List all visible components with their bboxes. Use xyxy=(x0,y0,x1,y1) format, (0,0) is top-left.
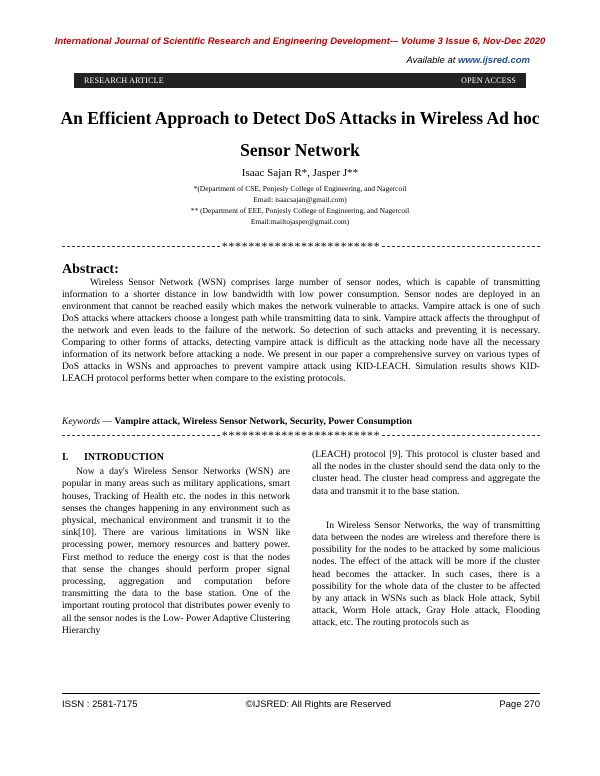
separator-dash-left xyxy=(62,435,220,436)
access-type: OPEN ACCESS xyxy=(461,76,516,85)
intro-heading xyxy=(62,452,290,464)
journal-url-link[interactable]: www.ijsred.com xyxy=(458,55,530,66)
affiliation-1: *(Department of CSE, Ponjesly College of Engineering, and Nagercoil xyxy=(193,184,407,193)
keywords-label: Keywords xyxy=(62,416,101,427)
article-type-bar xyxy=(74,73,526,88)
journal-header: International Journal of Scientific Research and Engineering Development-– Volume 3 Issue 6, Nov-Dec 2020 xyxy=(54,36,546,47)
separator-dash-left xyxy=(62,246,220,247)
article-type: RESEARCH ARTICLE xyxy=(84,76,164,85)
abstract-heading: Abstract: xyxy=(62,262,119,277)
available-at xyxy=(406,55,530,66)
keywords-value: Vampire attack, Wireless Sensor Network, Security, Power Consumption xyxy=(114,416,413,427)
intro-left-column xyxy=(62,452,290,637)
separator-bottom xyxy=(62,429,540,441)
keywords-dash: — xyxy=(100,416,115,427)
affiliation-2-email: Email:mailtojasper@gmail.com) xyxy=(250,217,350,226)
abstract-text: Wireless Sensor Network (WSN) comprises large number of sensor nodes, which is capable of transmitting information to a shorter distance in low bandwidth with low power consumption. Sensor nodes are deployed in an environment that cannot be reached easily which makes the network vulnerable to attacks. Vampire attack is one of such DoS attacks where attackers choose a longest path while transmitting data to sink. Vampire attack affects the throughput of the network and even leads to the failure of the network. So detection of such attacks and preventing it is necessary. Comparing to other forms of attacks, detecting vampire attack is difficult as the attacking node have all the necessary information of its network before attacking a node. We present in our paper a comprehensive survey on various types of DoS attacks in WSNs and approaches to prevent vampire attack using KID-LEACH. Simulation results shows KID-LEACH protocol performs better when compare to the existing protocols. xyxy=(62,277,540,384)
paper-title xyxy=(40,102,560,166)
separator-dash-right xyxy=(382,435,540,436)
title-line-1: An Efficient Approach to Detect DoS Attacks in Wireless Ad hoc xyxy=(60,108,540,128)
page-footer xyxy=(62,699,540,710)
separator-stars: ************************ xyxy=(221,427,381,442)
paragraph-gap xyxy=(312,498,540,520)
section-title: INTRODUCTION xyxy=(84,452,165,463)
copyright: ©IJSRED: All Rights are Reserved xyxy=(245,699,392,710)
section-number: I. xyxy=(62,452,69,463)
intro-paragraph-3: In Wireless Sensor Networks, the way of transmitting data between the nodes are wireless and therefore there is possibility for the nodes to be attacked by some malicious nodes. The effect of the attack will be more if the cluster head becomes the attacker. In such cases, there is a possibility for the whole data of the cluster to be affected by any attack in WSNs such as black Hole attack, Sybil attack, Worm Hole attack, Gray Hole attack, Flooding attack, etc. The routing protocols such as xyxy=(312,519,540,629)
footer-rule xyxy=(62,693,540,694)
affiliation-1-email: Email: isaacsajan@gmail.com) xyxy=(253,195,347,204)
separator-dash-right xyxy=(382,246,540,247)
intro-paragraph-1: Now a day's Wireless Sensor Networks (WSN) are popular in many areas such as military applications, smart houses, Tracking of Health etc. the nodes in this network senses the changes happening in any environment such as physical, mechanical environment and transmit it to the sink[10]. There are various limitations in WSN like processing power, memory resources and battery power. First method to reduce the energy cost is that the nodes that sense the changes should perform proper signal processing, aggregation and computation before transmitting the data to the base station. One of the important routing protocol that distributes power evenly to all the sensor nodes is the Low- Power Adaptive Clustering Hierarchy xyxy=(62,466,290,636)
available-prefix: Available at xyxy=(406,55,459,66)
title-line-2: Sensor Network xyxy=(240,140,360,160)
intro-paragraph-2: (LEACH) protocol [9]. This protocol is cluster based and all the nodes in the cluster should send the data only to the cluster head. The cluster head compress and aggregate the data and transmit it to the base station. xyxy=(312,449,540,497)
separator-top xyxy=(62,240,540,252)
authors: Isaac Sajan R*, Jasper J** xyxy=(241,167,359,179)
issn: ISSN : 2581-7175 xyxy=(62,699,138,710)
separator-stars: ************************ xyxy=(221,238,381,253)
keywords xyxy=(62,416,540,427)
affiliation-2: ** (Department of EEE, Ponjesly College of Engineering, and Nagercoil xyxy=(190,206,410,215)
page-number: Page 270 xyxy=(499,699,540,710)
intro-right-column xyxy=(312,449,540,630)
